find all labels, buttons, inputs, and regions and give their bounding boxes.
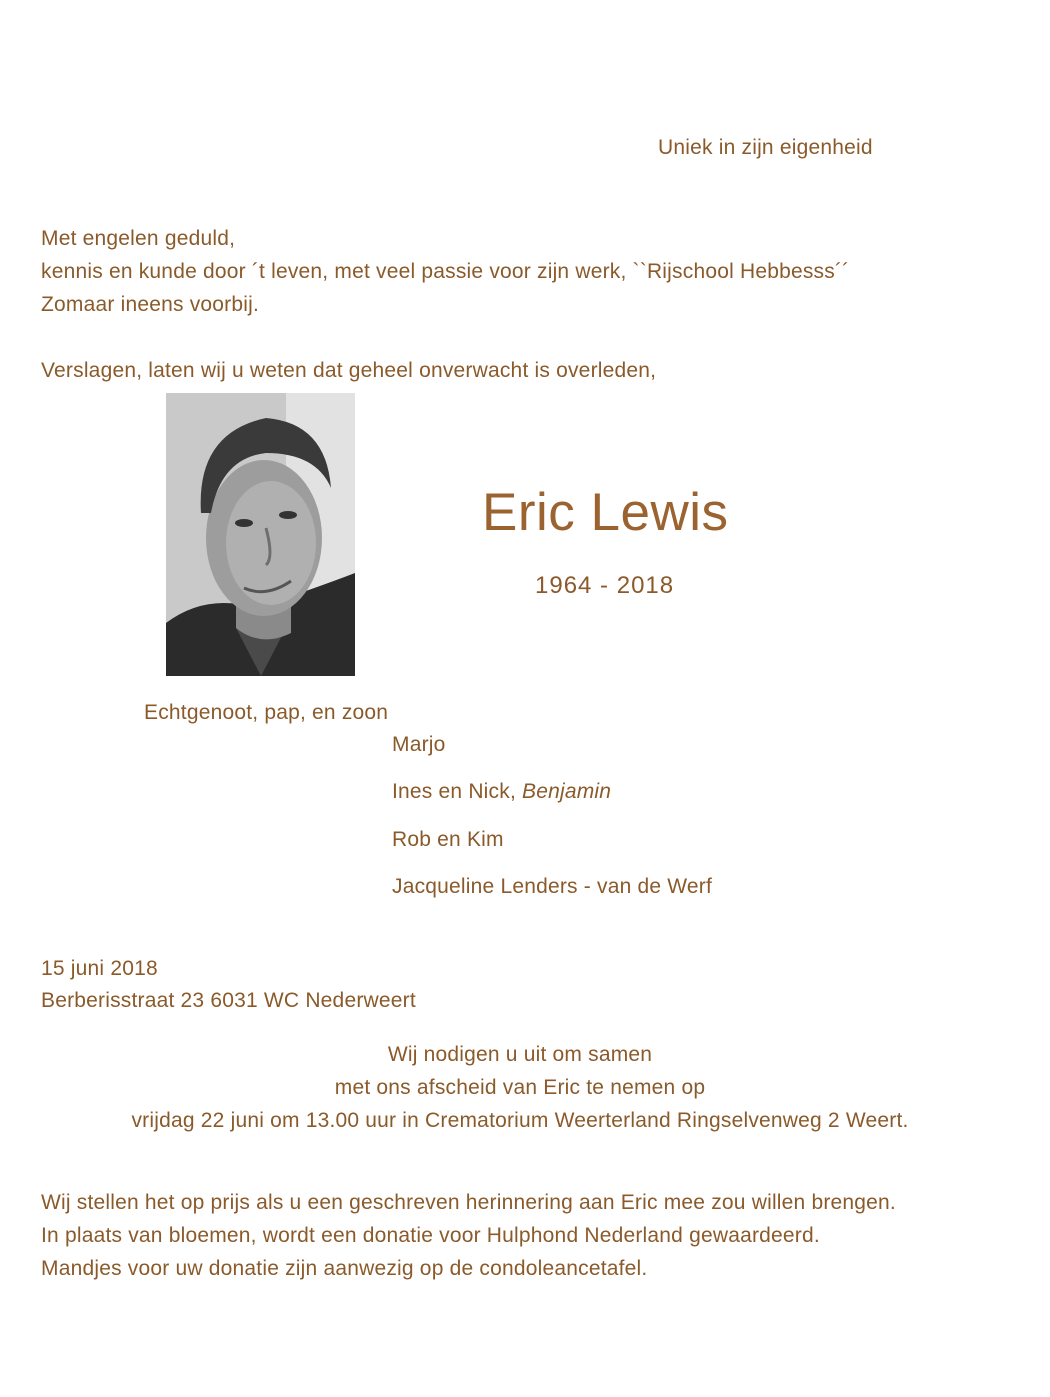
intro-text xyxy=(41,222,849,321)
announcement: Verslagen, laten wij u weten dat geheel onverwacht is overleden, xyxy=(41,359,657,382)
closing-line: Mandjes voor uw donatie zijn aanwezig op de condoleancetafel. xyxy=(41,1257,648,1280)
motto: Uniek in zijn eigenheid xyxy=(658,136,873,159)
home-address: Berberisstraat 23 6031 WC Nederweert xyxy=(41,989,416,1012)
relative-item xyxy=(392,728,446,761)
relative-name: Ines en Nick, xyxy=(392,780,523,803)
relative-item xyxy=(392,823,504,856)
relative-item xyxy=(392,775,611,808)
life-years: 1964 - 2018 xyxy=(535,572,675,599)
invitation-line: Wij nodigen u uit om samen xyxy=(387,1043,653,1066)
invitation-line: vrijdag 22 juni om 13.00 uur in Crematorium Weerterland Ringselvenweg 2 Weert. xyxy=(131,1109,909,1132)
relative-name: Rob en Kim xyxy=(392,828,504,851)
invitation-line: met ons afscheid van Eric te nemen op xyxy=(334,1076,706,1099)
intro-line: Met engelen geduld, xyxy=(41,227,236,250)
deceased-name: Eric Lewis xyxy=(482,483,729,542)
relative-grandchild: Benjamin xyxy=(522,780,612,803)
funeral-invitation xyxy=(0,1038,1040,1137)
relative-name: Marjo xyxy=(392,733,446,756)
relative-item xyxy=(392,870,712,903)
closing-line: In plaats van bloemen, wordt een donatie voor Hulphond Nederland gewaardeerd. xyxy=(41,1224,820,1247)
intro-line: Zomaar ineens voorbij. xyxy=(41,293,259,316)
relation-text: Echtgenoot, pap, en zoon xyxy=(144,701,389,724)
closing-text xyxy=(41,1186,896,1285)
closing-line: Wij stellen het op prijs als u een geschreven herinnering aan Eric mee zou willen brengen. xyxy=(41,1191,896,1214)
portrait-photo xyxy=(166,393,355,676)
relative-name: Jacqueline Lenders - van de Werf xyxy=(392,875,713,898)
intro-line: kennis en kunde door ´t leven, met veel passie voor zijn werk, ``Rijschool Hebbesss´´ xyxy=(41,260,850,283)
notice-date: 15 juni 2018 xyxy=(41,957,158,980)
